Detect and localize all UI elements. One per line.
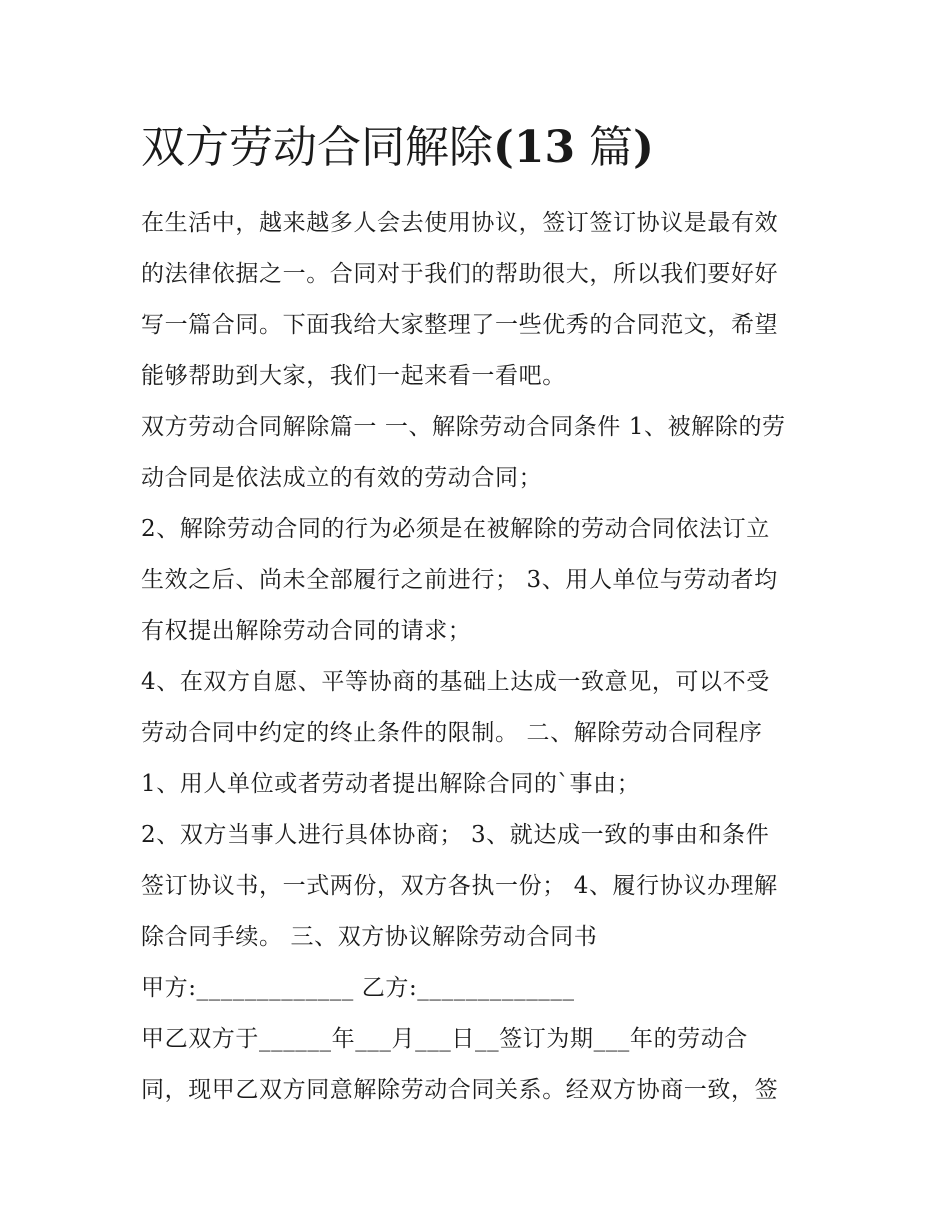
- paragraph-procedure-2: [141, 810, 821, 963]
- text-line: 有权提出解除劳动合同的请求；: [141, 618, 472, 644]
- paragraph-item-4: [141, 657, 821, 759]
- text-line: 甲乙双方于______年___月___日__签订为期___年的劳动合: [141, 1026, 748, 1052]
- text-line: 甲方:_____________ 乙方:_____________: [141, 975, 575, 1001]
- text-line: 除合同手续。 三、双方协议解除劳动合同书: [141, 924, 598, 950]
- text-line: 2、双方当事人进行具体协商； 3、就达成一致的事由和条件: [141, 822, 770, 848]
- text-line: 动合同是依法成立的有效的劳动合同；: [141, 465, 543, 491]
- text-line: 写一篇合同。下面我给大家整理了一些优秀的合同范文，希望: [141, 312, 779, 338]
- paragraph-intro: [141, 198, 821, 402]
- text-line: 的法律依据之一。合同对于我们的帮助很大，所以我们要好好: [141, 261, 779, 287]
- paragraph-procedure-1: [141, 759, 821, 810]
- text-line: 1、用人单位或者劳动者提出解除合同的`事由；: [141, 771, 641, 797]
- text-line: 能够帮助到大家，我们一起来看一看吧。: [141, 363, 566, 389]
- text-line: 2、解除劳动合同的行为必须是在被解除的劳动合同依法订立: [141, 516, 770, 542]
- text-line: 4、在双方自愿、平等协商的基础上达成一致意见，可以不受: [141, 669, 770, 695]
- text-line: 双方劳动合同解除篇一 一、解除劳动合同条件 1、被解除的劳: [141, 414, 786, 440]
- paragraph-agreement: [141, 1014, 821, 1116]
- text-line: 同，现甲乙双方同意解除劳动合同关系。经双方协商一致，签: [141, 1077, 779, 1103]
- text-line: 签订协议书，一式两份，双方各执一份； 4、履行协议办理解: [141, 873, 778, 899]
- document-body: [141, 198, 821, 1116]
- text-line: 劳动合同中约定的终止条件的限制。 二、解除劳动合同程序: [141, 720, 763, 746]
- document-title: 双方劳动合同解除(13 篇): [141, 122, 654, 173]
- paragraph-item-2: [141, 504, 821, 657]
- paragraph-parties: [141, 963, 821, 1014]
- text-line: 在生活中，越来越多人会去使用协议，签订签订协议是最有效: [141, 210, 779, 236]
- paragraph-section-one: [141, 402, 821, 504]
- text-line: 生效之后、尚未全部履行之前进行； 3、用人单位与劳动者均: [141, 567, 778, 593]
